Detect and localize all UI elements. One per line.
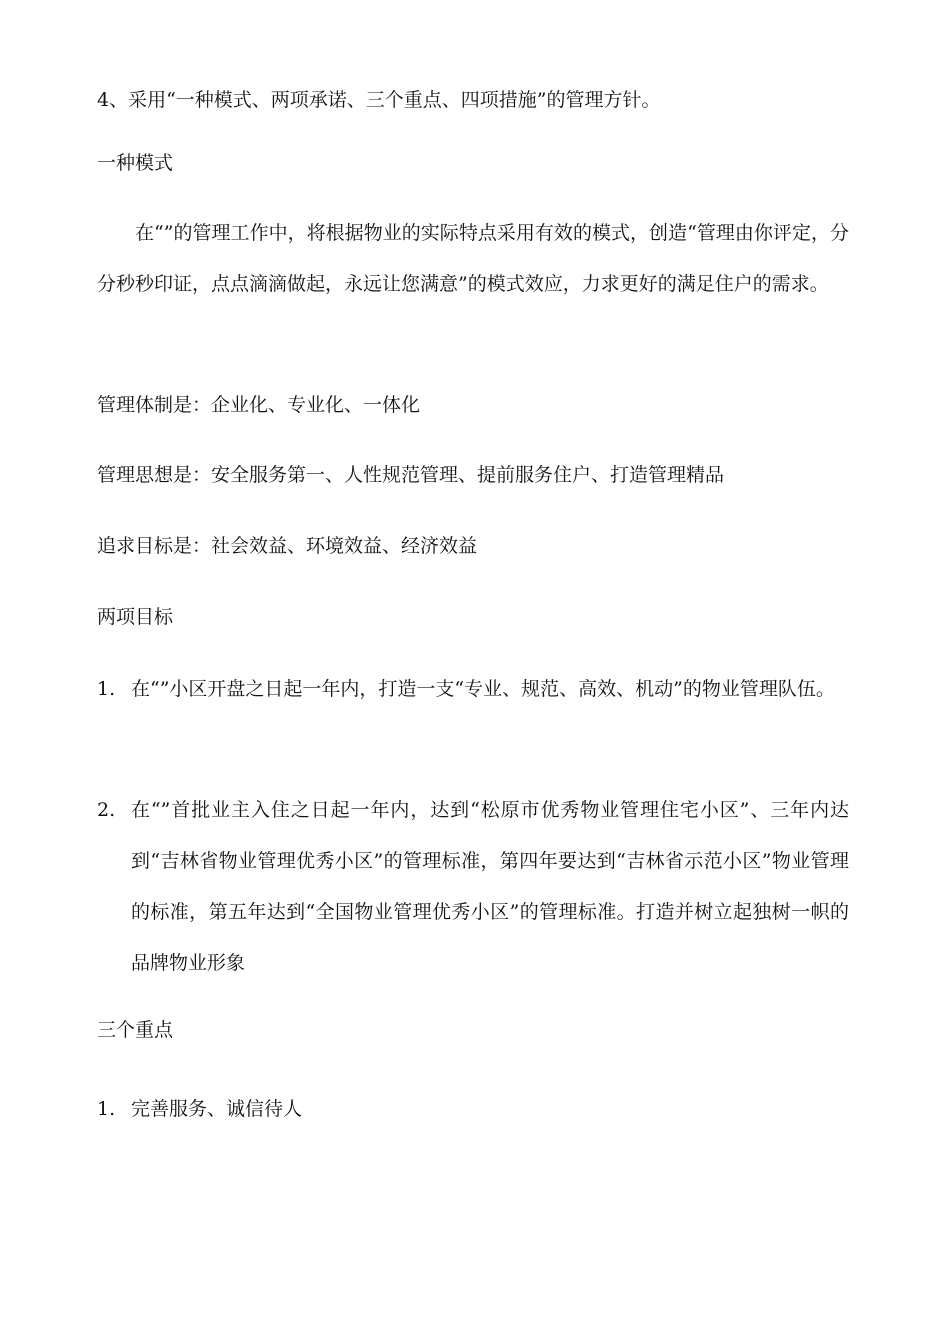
goal-item — [97, 664, 849, 715]
section-title-goals: 两项目标 — [97, 606, 174, 628]
management-thought: 管理思想是：安全服务第一、人性规范管理、提前服务住户、打造管理精品 — [97, 464, 725, 486]
item-text: 在“”首批业主入住之日起一年内，达到“松原市优秀物业管理住宅小区”、三年内达到“吉林省物业管理优秀小区”的管理标准，第四年要达到“吉林省示范小区”物业管理的标准，第五年达到“全国物业管理优秀小区”的管理标准。打造并树立起独树一帜的品牌物业形象 — [131, 799, 849, 974]
goal-item — [97, 785, 849, 989]
section-title-focus: 三个重点 — [97, 1019, 174, 1041]
item-number: 1. — [97, 678, 116, 700]
focus-item — [97, 1084, 849, 1135]
item-text: 完善服务、诚信待人 — [131, 1098, 303, 1120]
item-number: 2. — [97, 799, 116, 821]
item-number: 1. — [97, 1098, 116, 1120]
heading: 4、采用“一种模式、两项承诺、三个重点、四项措施”的管理方针。 — [97, 89, 661, 111]
management-system: 管理体制是：企业化、专业化、一体化 — [97, 394, 421, 416]
item-text: 在“”小区开盘之日起一年内，打造一支“专业、规范、高效、机动”的物业管理队伍。 — [131, 678, 835, 700]
mode-paragraph: 在“”的管理工作中，将根据物业的实际特点采用有效的模式，创造“管理由你评定，分分秒秒印证，点点滴滴做起，永远让您满意”的模式效应，力求更好的满足住户的需求。 — [97, 222, 849, 295]
pursuit-goal: 追求目标是：社会效益、环境效益、经济效益 — [97, 535, 478, 557]
section-title-mode: 一种模式 — [97, 152, 174, 174]
